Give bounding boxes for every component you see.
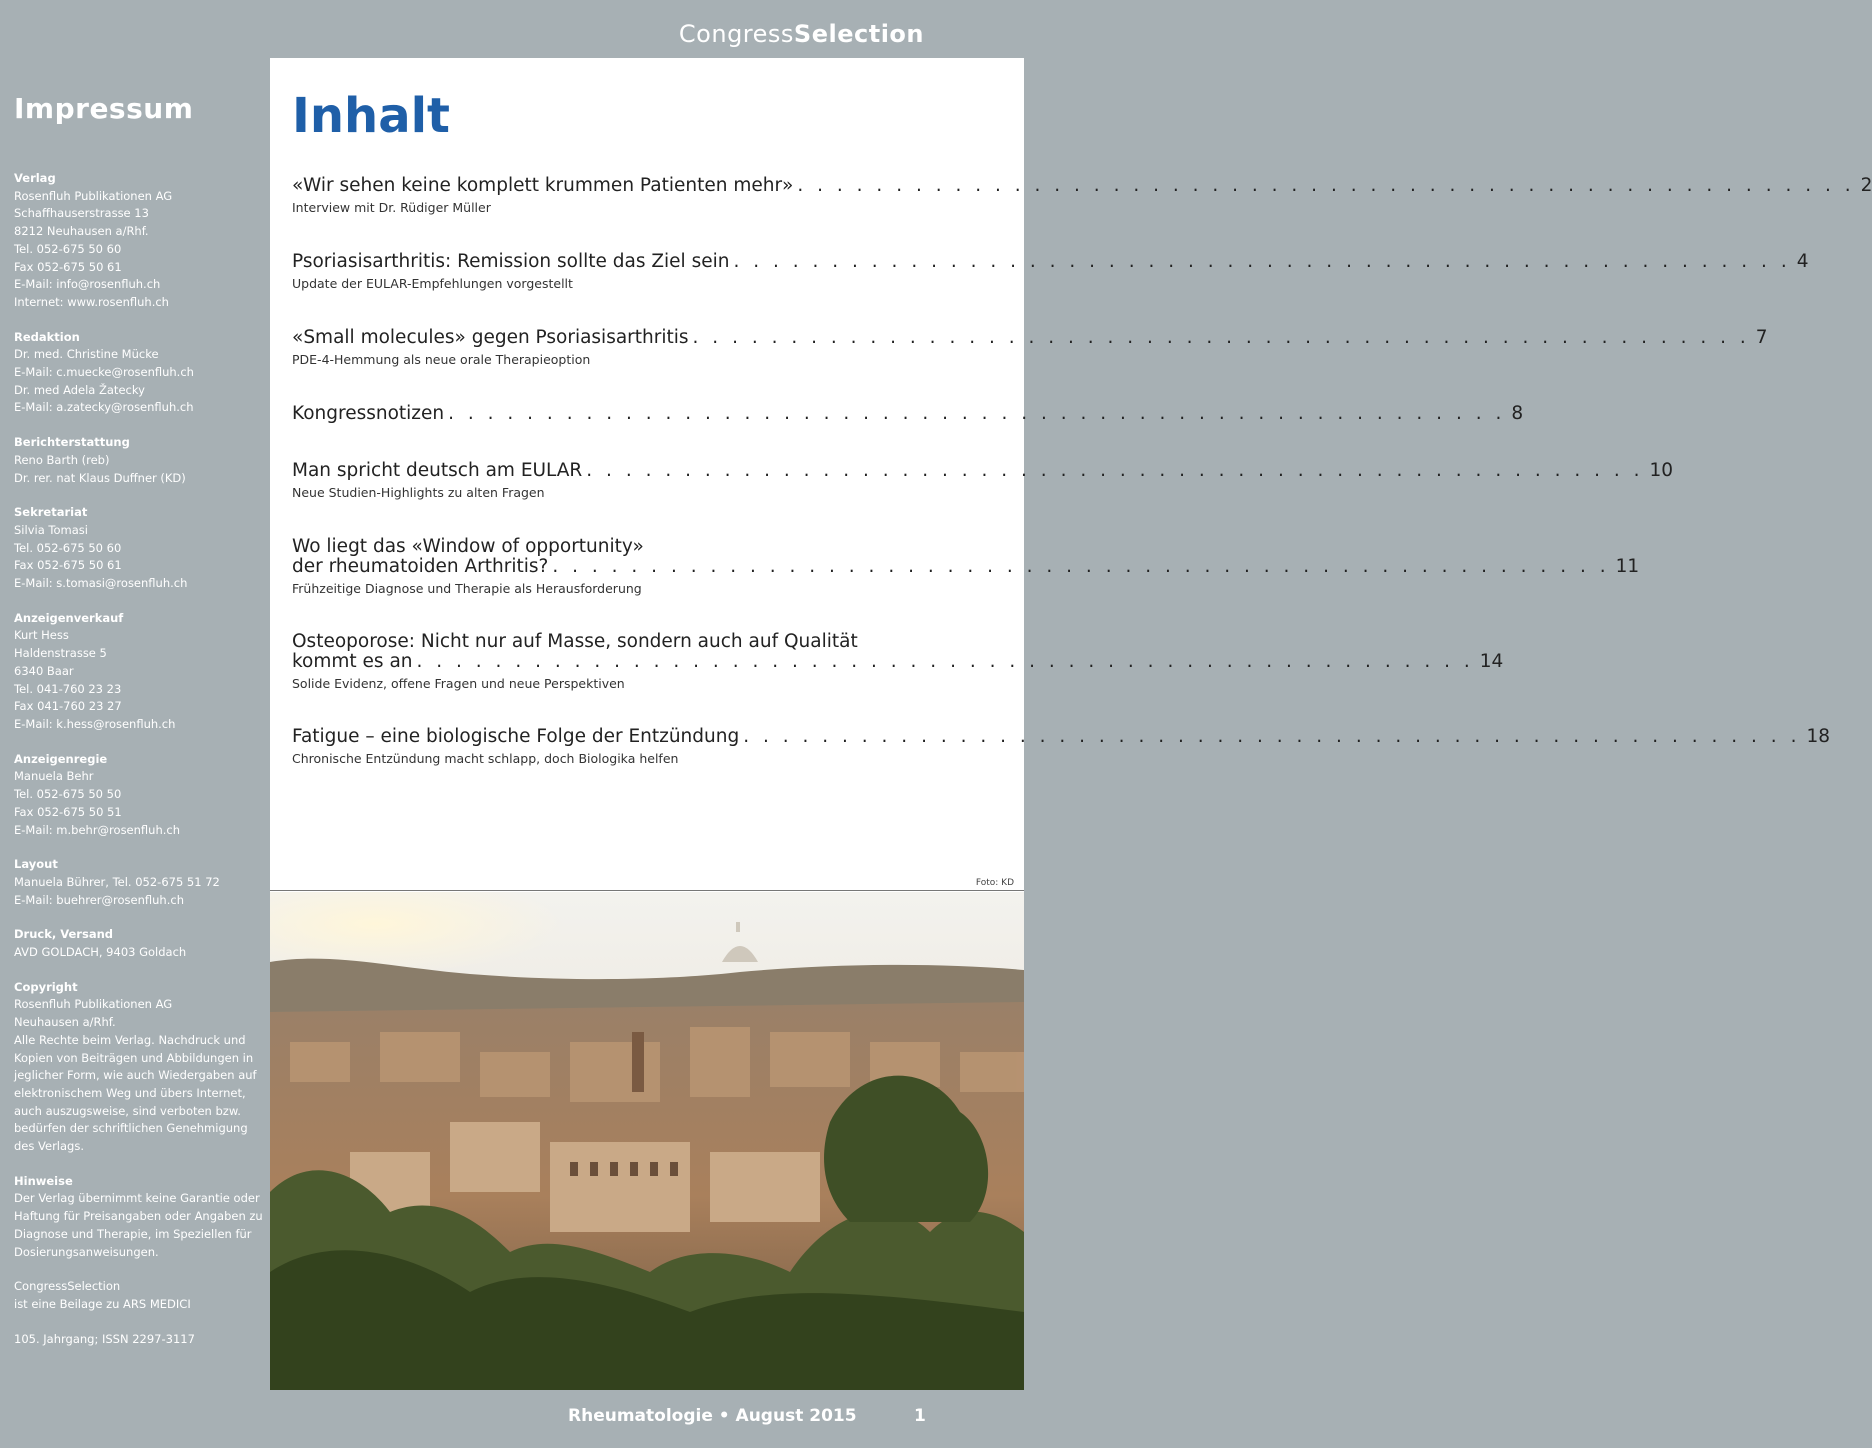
leader-dots: . . . . . . . . . . . . . . . . . . . . . . . . . . . . . . . . . . . . . . . . . . . . . . . . . . . . . .: [743, 726, 1801, 747]
contents-panel: [270, 58, 1872, 1390]
toc-page-number: 10: [1649, 460, 1674, 481]
section-heading: Sekretariat: [14, 505, 88, 520]
section-line: Fax 041-760 23 27: [14, 699, 122, 714]
section-heading: Redaktion: [14, 329, 80, 344]
photo-credit: Foto: KD: [975, 878, 1014, 888]
section-heading: Layout: [14, 857, 58, 872]
toc-entry: [292, 460, 1674, 500]
impressum-section: [14, 926, 264, 961]
section-line: E-Mail: info@rosenfluh.ch: [14, 277, 161, 292]
section-line: Reno Barth (reb): [14, 452, 110, 467]
section-line: Dr. rer. nat Klaus Duffner (KD): [14, 470, 186, 485]
section-paragraph: Alle Rechte beim Verlag. Nachdruck und Kopien von Beiträgen und Abbildungen in jeglicher Form, wie auch Wiedergaben auf elektronischem Weg und übers Internet, auch auszugsweise, sind verboten bzw. bedürfen der schriftlichen Genehmigung des Verlags.: [14, 1032, 257, 1154]
section-line: Manuela Bührer, Tel. 052-675 51 72: [14, 874, 220, 889]
impressum-section: [14, 170, 264, 312]
section-heading: Berichterstattung: [14, 435, 130, 450]
leader-dots: . . . . . . . . . . . . . . . . . . . . . . . . . . . . . . . . . . . . . . . . . . . . . . . . . . . . . .: [448, 403, 1506, 424]
section-line: Neuhausen a/Rhf.: [14, 1015, 116, 1030]
section-line: Tel. 041-760 23 23: [14, 681, 122, 696]
footer-page-number: 1: [914, 1406, 926, 1426]
toc-entry: [292, 536, 1640, 596]
impressum-closing: [14, 1278, 264, 1313]
section-line: E-Mail: c.muecke@rosenfluh.ch: [14, 365, 194, 380]
toc-entry-subtitle: Update der EULAR-Empfehlungen vorgestellt: [292, 276, 573, 291]
top-bar: [0, 0, 1024, 58]
impressum-sections: [14, 170, 264, 1261]
toc-entry-title: Kongressnotizen: [292, 403, 445, 424]
leader-dots: . . . . . . . . . . . . . . . . . . . . . . . . . . . . . . . . . . . . . . . . . . . . . . . . . . . . . .: [552, 556, 1610, 577]
footer-journal: Rheumatologie • August 2015: [568, 1406, 857, 1426]
section-line: Tel. 052-675 50 60: [14, 241, 122, 256]
section-line: Internet: www.rosenfluh.ch: [14, 294, 169, 309]
section-line: Dr. med. Christine Mücke: [14, 347, 159, 362]
impressum-section: [14, 1173, 264, 1262]
section-line: 6340 Baar: [14, 663, 74, 678]
section-paragraph: Der Verlag übernimmt keine Garantie oder Haftung für Preisangaben oder Angaben zu Diagnose und Therapie, im Speziellen für Dosierungsanweisungen.: [14, 1191, 263, 1259]
closing-line: ist eine Beilage zu ARS MEDICI: [14, 1296, 191, 1311]
page-footer: [568, 1406, 926, 1426]
toc-page-number: 18: [1806, 726, 1830, 747]
section-heading: Druck, Versand: [14, 927, 114, 942]
issn-line: 105. Jahrgang; ISSN 2297-3117: [14, 1331, 195, 1346]
leader-dots: . . . . . . . . . . . . . . . . . . . . . . . . . . . . . . . . . . . . . . . . . . . . . . . . . . . . . .: [692, 327, 1750, 348]
impressum-section: [14, 504, 264, 593]
toc-entry-subtitle: Chronische Entzündung macht schlapp, doch Biologika helfen: [292, 751, 679, 766]
section-line: Dr. med Adela Žatecky: [14, 382, 145, 397]
section-line: Tel. 052-675 50 60: [14, 540, 122, 555]
toc-entry-title: Psoriasisarthritis: Remission sollte das Ziel sein: [292, 251, 730, 272]
section-heading: Copyright: [14, 979, 78, 994]
impressum-section: [14, 434, 264, 487]
section-heading: Hinweise: [14, 1173, 73, 1188]
leader-dots: . . . . . . . . . . . . . . . . . . . . . . . . . . . . . . . . . . . . . . . . . . . . . . . . . . . . . .: [416, 651, 1474, 672]
toc-page-number: 11: [1615, 556, 1640, 577]
toc-entry-subtitle: Solide Evidenz, offene Fragen und neue Perspektiven: [292, 676, 625, 691]
section-line: 8212 Neuhausen a/Rhf.: [14, 224, 149, 239]
leader-dots: . . . . . . . . . . . . . . . . . . . . . . . . . . . . . . . . . . . . . . . . . . . . . . . . . . . . . .: [797, 175, 1855, 196]
impressum-section: [14, 751, 264, 840]
section-line: Kurt Hess: [14, 628, 69, 643]
toc-entry: [292, 175, 1872, 215]
brand-part1: Congress: [678, 20, 794, 48]
impressum-section: [14, 610, 264, 734]
toc-entry-title: «Small molecules» gegen Psoriasisarthritis: [292, 327, 689, 348]
brand-logo: [679, 20, 924, 48]
section-line: E-Mail: a.zatecky@rosenfluh.ch: [14, 400, 194, 415]
section-line: E-Mail: buehrer@rosenfluh.ch: [14, 892, 184, 907]
toc-entry-title: Fatigue – eine biologische Folge der Entzündung: [292, 726, 740, 747]
section-line: Tel. 052-675 50 50: [14, 787, 122, 802]
toc-entry-subtitle: PDE-4-Hemmung als neue orale Therapieoption: [292, 352, 591, 367]
leader-dots: . . . . . . . . . . . . . . . . . . . . . . . . . . . . . . . . . . . . . . . . . . . . . . . . . . . . . .: [586, 460, 1644, 481]
toc-entry: [292, 327, 1768, 367]
section-line: Rosenfluh Publikationen AG: [14, 997, 173, 1012]
impressum-issn: [14, 1331, 264, 1349]
toc-page-number: 14: [1479, 651, 1504, 672]
toc-entry: [292, 251, 1809, 291]
divider: [270, 890, 1024, 891]
impressum-section: [14, 329, 264, 418]
toc-entry-title: Wo liegt das «Window of opportunity»: [292, 536, 644, 557]
section-heading: Anzeigenregie: [14, 751, 108, 766]
toc-entry-title: «Wir sehen keine komplett krummen Patienten mehr»: [292, 175, 794, 196]
impressum-title: Impressum: [14, 92, 194, 125]
section-line: Haldenstrasse 5: [14, 646, 107, 661]
cityscape-image: [270, 892, 1024, 1390]
toc-page-number: 2: [1860, 175, 1872, 196]
section-line: E-Mail: s.tomasi@rosenfluh.ch: [14, 576, 188, 591]
section-line: E-Mail: k.hess@rosenfluh.ch: [14, 716, 176, 731]
toc-entry-title: Osteoporose: Nicht nur auf Masse, sondern auch auf Qualität: [292, 631, 858, 652]
toc-page-number: 7: [1755, 327, 1768, 348]
section-line: Fax 052-675 50 61: [14, 259, 122, 274]
rome-skyline-photo: [270, 892, 1024, 1390]
toc-page-number: 4: [1796, 251, 1809, 272]
contents-title: Inhalt: [292, 88, 450, 144]
toc-entry-title: der rheumatoiden Arthritis?: [292, 556, 549, 577]
section-line: E-Mail: m.behr@rosenfluh.ch: [14, 822, 181, 837]
impressum-sidebar: [14, 92, 264, 1365]
toc-entry-title: kommt es an: [292, 651, 413, 672]
toc-entry-subtitle: Interview mit Dr. Rüdiger Müller: [292, 200, 491, 215]
section-line: Rosenfluh Publikationen AG: [14, 188, 173, 203]
toc-entry: [292, 631, 1504, 691]
toc-entry: [292, 403, 1524, 424]
section-line: Fax 052-675 50 51: [14, 804, 122, 819]
section-heading: Anzeigenverkauf: [14, 610, 124, 625]
section-line: Silvia Tomasi: [14, 522, 88, 537]
section-line: AVD GOLDACH, 9403 Goldach: [14, 945, 187, 960]
leader-dots: . . . . . . . . . . . . . . . . . . . . . . . . . . . . . . . . . . . . . . . . . . . . . . . . . . . . . .: [733, 251, 1791, 272]
impressum-section: [14, 856, 264, 909]
section-line: Fax 052-675 50 61: [14, 558, 122, 573]
toc-page-number: 8: [1511, 403, 1524, 424]
closing-line: CongressSelection: [14, 1279, 121, 1294]
section-line: Schaffhauserstrasse 13: [14, 206, 149, 221]
toc-entry-subtitle: Neue Studien-Highlights zu alten Fragen: [292, 485, 545, 500]
toc-entry-title: Man spricht deutsch am EULAR: [292, 460, 583, 481]
section-line: Manuela Behr: [14, 769, 94, 784]
toc-entry: [292, 726, 1830, 766]
impressum-section: [14, 979, 264, 1156]
toc-entry-subtitle: Frühzeitige Diagnose und Therapie als Herausforderung: [292, 581, 642, 596]
section-heading: Verlag: [14, 171, 56, 185]
brand-part2: Selection: [793, 20, 924, 48]
